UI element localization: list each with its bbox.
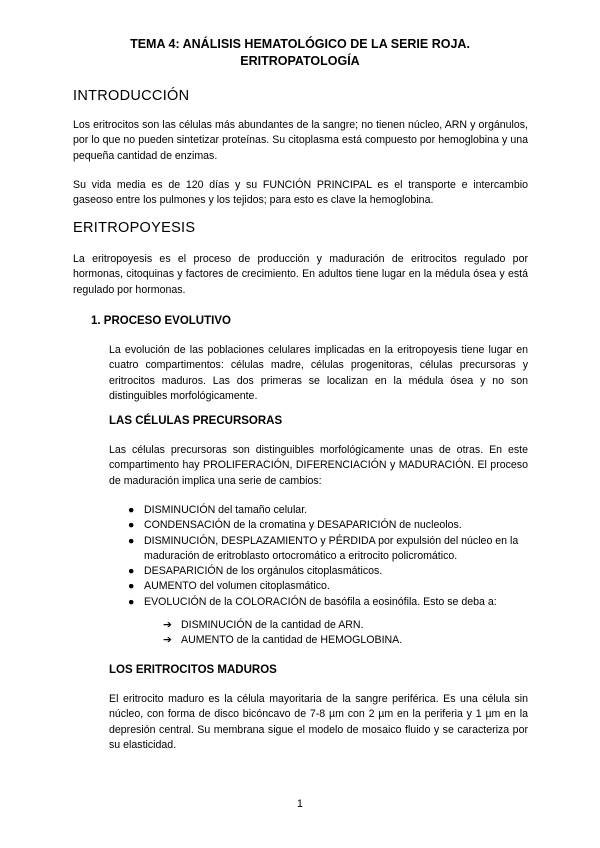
coloracion-sublist [163,618,402,649]
arrow-right-icon: ➔ [163,634,172,647]
title-line-2: ERITROPATOLOGÍA [240,54,360,68]
bullet-icon: ● [128,504,135,516]
list-item: ● CONDENSACIÓN de la cromatina y DESAPARICIÓN de nucleolos. [128,518,526,533]
precursoras-paragraph: Las células precursoras son distinguibles morfológicamente unas de otras. En este compartimento hay PROLIFERACIÓN, DIFERENCIACIÓN y MADURACIÓN. El proceso de maduración implica una serie de cambios: [109,444,528,487]
bullet-icon: ● [128,565,135,578]
intro-paragraph-2: Su vida media es de 120 días y su FUNCIÓN PRINCIPAL es el transporte e intercambio gaseoso entre los pulmones y los tejidos; para esto es clave la hemoglobina. [73,179,528,207]
list-item: ● DESAPARICIÓN de los orgánulos citoplasmáticos. [128,564,526,579]
changes-list [128,503,526,610]
page-number: 1 [297,798,303,810]
list-item: ➔ DISMINUCIÓN de la cantidad de ARN. [163,618,402,633]
bullet-icon: ● [128,580,135,593]
arrow-right-icon: ➔ [163,619,172,631]
heading-eritropoyesis: ERITROPOYESIS [73,220,196,236]
bullet-icon: ● [128,595,135,608]
title-line-1: TEMA 4: ANÁLISIS HEMATOLÓGICO DE LA SERIE ROJA. [130,37,470,51]
proceso-paragraph: La evolución de las poblaciones celulares implicadas en la eritropoyesis tiene lugar en cuatro compartimentos: células madre, células progenitoras, células precursoras y eritrocitos maduros. Las dos primeras se localizan en la médula ósea y no son distinguibles morfológicamente. [109,344,528,402]
bullet-icon: ● [128,519,135,532]
heading-celulas-precursoras: LAS CÉLULAS PRECURSORAS [109,415,283,427]
list-item: ➔ AUMENTO de la cantidad de HEMOGLOBINA. [163,633,402,648]
maduros-paragraph: El eritrocito maduro es la célula mayoritaria de la sangre periférica. Es una célula sin núcleo, con forma de disco bicóncavo de 7-8 µm con 2 µm en la periferia y 1 µm en la depresión central. Su membrana sigue el modelo de mosaico fluido y se caracteriza por su elasticidad. [109,693,528,751]
heading-eritrocitos-maduros: LOS ERITROCITOS MADUROS [109,664,277,676]
list-item: ● EVOLUCIÓN de la COLORACIÓN de basófila a eosinófila. Esto se deba a: [128,595,526,610]
bullet-icon: ● [128,534,135,547]
heading-proceso-evolutivo: 1. PROCESO EVOLUTIVO [91,315,231,327]
heading-introduccion: INTRODUCCIÓN [73,88,190,104]
eritropoyesis-paragraph: La eritropoyesis es el proceso de producción y maduración de eritrocitos regulado por hormonas, citoquinas y factores de crecimiento. En adultos tiene lugar en la médula ósea y está regulado por hormonas. [73,253,528,296]
page-title [60,36,540,70]
list-item: ● DISMINUCIÓN del tamaño celular. [128,503,526,518]
list-item: ● DISMINUCIÓN, DESPLAZAMIENTO y PÉRDIDA por expulsión del núcleo en la maduración de eritroblasto ortocromático a eritrocito policromático. [128,534,519,562]
list-item: ● AUMENTO del volumen citoplasmático. [128,579,526,594]
intro-paragraph-1: Los eritrocitos son las células más abundantes de la sangre; no tienen núcleo, ARN y orgánulos, por lo que no pueden sintetizar proteínas. Su citoplasma está compuesto por hemoglobina y una pequeña cantidad de enzimas. [73,119,528,162]
